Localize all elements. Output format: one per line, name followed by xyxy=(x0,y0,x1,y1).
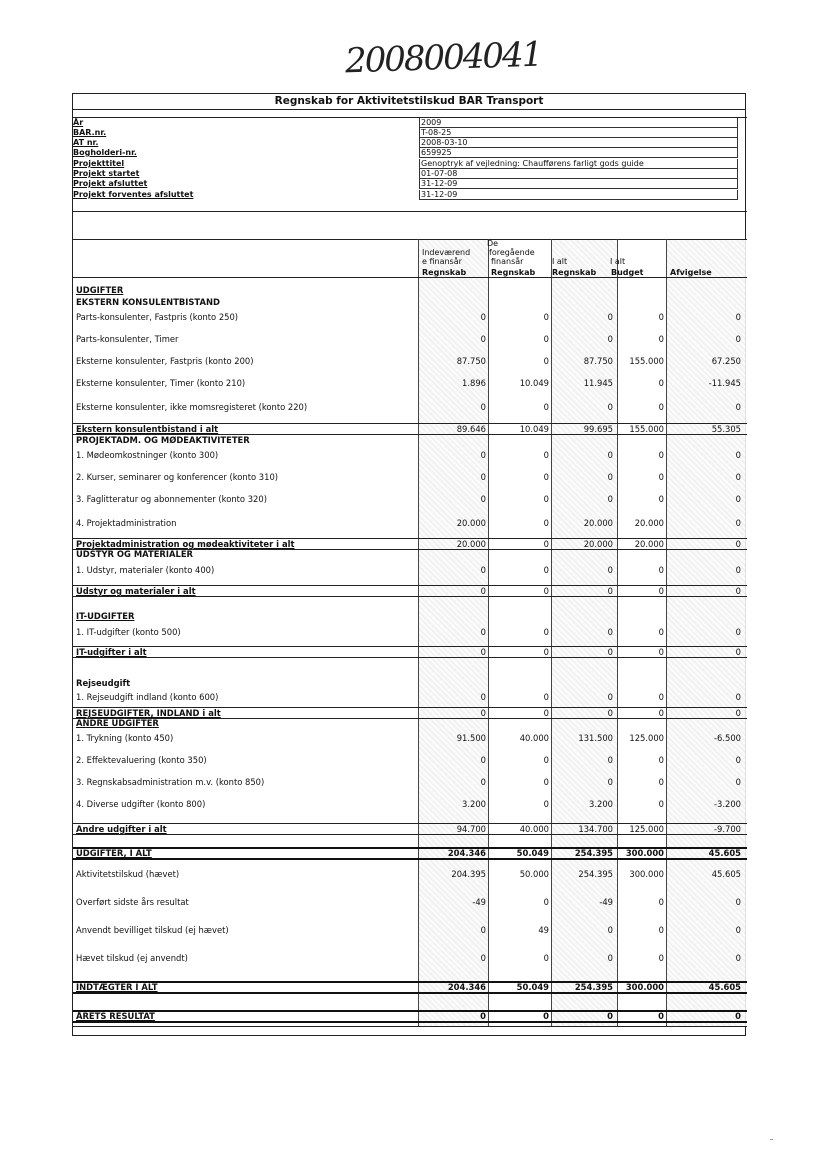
row-value-col4: 0 xyxy=(658,312,664,322)
row-value-col2: 40.000 xyxy=(519,733,549,743)
row-label: UDGIFTER xyxy=(76,285,124,295)
row-value-col3: 0 xyxy=(607,450,613,460)
row-value-col5: 0 xyxy=(735,777,741,787)
row-value-col2: 0 xyxy=(543,897,549,907)
table-row xyxy=(73,489,747,511)
row-value-col5: 0 xyxy=(735,925,741,935)
row-label: Projektadministration og mødeaktiviteter i alt xyxy=(76,539,295,549)
row-value-col4: 0 xyxy=(658,708,664,718)
row-value-col5: 0 xyxy=(735,539,741,549)
row-value-col5: 0 xyxy=(735,565,741,575)
handwritten-document-number: 2008004041 xyxy=(344,34,542,82)
row-value-col2: 50.049 xyxy=(516,848,549,858)
row-value-col4: 300.000 xyxy=(629,869,664,879)
table-row xyxy=(73,892,747,914)
row-value-col2: 50.049 xyxy=(516,982,549,992)
row-value-col4: 0 xyxy=(658,378,664,388)
row-value-col4: 20.000 xyxy=(634,539,664,549)
row-separator xyxy=(73,1021,747,1023)
row-label: Eksterne konsulenter, Timer (konto 210) xyxy=(76,378,246,388)
row-label: 3. Faglitteratur og abonnementer (konto 320) xyxy=(76,494,267,504)
row-separator xyxy=(73,423,747,424)
info-value-cell xyxy=(419,190,738,200)
info-top-line xyxy=(73,117,747,118)
row-value-col2: 0 xyxy=(543,402,549,412)
row-value-col2: 0 xyxy=(543,334,549,344)
table-row xyxy=(73,424,747,434)
row-value-col1: 1.896 xyxy=(462,378,486,388)
row-value-col4: 0 xyxy=(658,777,664,787)
row-value-col4: 300.000 xyxy=(625,982,664,992)
table-row xyxy=(73,718,747,728)
row-value-col1: 94.700 xyxy=(456,824,486,834)
row-value-col4: 0 xyxy=(658,692,664,702)
row-label: Eksterne konsulenter, Fastpris (konto 200) xyxy=(76,356,254,366)
row-value-col2: 49 xyxy=(538,925,549,935)
col2-header-top2: foregående xyxy=(489,248,535,257)
row-separator xyxy=(73,823,747,824)
info-value: 659925 xyxy=(421,148,452,157)
row-separator xyxy=(73,992,747,994)
row-value-col4: 0 xyxy=(658,565,664,575)
row-value-col4: 0 xyxy=(658,627,664,637)
row-label: EKSTERN KONSULENTBISTAND xyxy=(76,297,220,307)
info-value: 2008-03-10 xyxy=(421,138,468,147)
table-row xyxy=(73,824,747,834)
row-value-col5: -11.945 xyxy=(708,378,741,388)
info-value-cell xyxy=(419,118,738,128)
row-value-col2: 0 xyxy=(543,953,549,963)
table-row xyxy=(73,647,747,657)
table-row xyxy=(73,329,747,351)
row-value-col2: 0 xyxy=(543,539,549,549)
row-separator xyxy=(73,718,747,719)
row-value-col3: 20.000 xyxy=(583,539,613,549)
row-value-col1: 20.000 xyxy=(456,518,486,528)
col1-header: Regnskab xyxy=(422,268,467,277)
row-label: INDTÆGTER I ALT xyxy=(76,982,158,992)
row-label: 1. Mødeomkostninger (konto 300) xyxy=(76,450,219,460)
row-value-col2: 0 xyxy=(543,1011,549,1021)
row-label: Andre udgifter i alt xyxy=(76,824,167,834)
row-value-col3: 0 xyxy=(607,692,613,702)
row-value-col4: 300.000 xyxy=(625,848,664,858)
row-value-col3: 0 xyxy=(607,755,613,765)
table-row xyxy=(73,539,747,549)
row-label: 4. Diverse udgifter (konto 800) xyxy=(76,799,206,809)
table-row xyxy=(73,511,747,537)
row-label: Udstyr og materialer i alt xyxy=(76,586,196,596)
row-value-col4: 0 xyxy=(658,925,664,935)
row-value-col3: 254.395 xyxy=(578,869,613,879)
row-value-col2: 0 xyxy=(543,799,549,809)
info-label: Projekt forventes afsluttet xyxy=(73,190,194,199)
row-label: UDSTYR OG MATERIALER xyxy=(76,549,193,559)
row-label: UDGIFTER, I ALT xyxy=(76,848,152,858)
row-label: 3. Regnskabsadministration m.v. (konto 850) xyxy=(76,777,265,787)
row-value-col5: 0 xyxy=(735,627,741,637)
table-row xyxy=(73,445,747,467)
row-value-col2: 0 xyxy=(543,708,549,718)
row-value-col3: 0 xyxy=(607,565,613,575)
row-value-col1: 0 xyxy=(480,450,486,460)
table-row xyxy=(73,559,747,583)
row-value-col2: 0 xyxy=(543,777,549,787)
info-value: Genoptryk af vejledning: Chaufførens farligt gods guide xyxy=(421,159,644,168)
row-value-col5: 0 xyxy=(735,472,741,482)
table-row xyxy=(73,848,747,858)
row-value-col5: 0 xyxy=(735,755,741,765)
table-row xyxy=(73,586,747,596)
row-value-col1: -49 xyxy=(472,897,486,907)
row-value-col5: 0 xyxy=(735,1011,741,1021)
row-value-col1: 0 xyxy=(480,494,486,504)
row-value-col3: -49 xyxy=(599,897,613,907)
row-separator xyxy=(73,657,747,658)
row-value-col1: 87.750 xyxy=(456,356,486,366)
row-label: Hævet tilskud (ej anvendt) xyxy=(76,953,188,963)
table-row xyxy=(73,750,747,772)
row-value-col4: 0 xyxy=(658,450,664,460)
row-value-col1: 0 xyxy=(480,334,486,344)
row-value-col4: 0 xyxy=(658,334,664,344)
row-separator xyxy=(73,847,747,849)
row-value-col1: 0 xyxy=(480,1011,486,1021)
col4-header: Budget xyxy=(611,268,644,277)
row-value-col5: -3.200 xyxy=(714,799,741,809)
row-value-col4: 0 xyxy=(658,494,664,504)
row-value-col2: 0 xyxy=(543,450,549,460)
row-value-col2: 40.000 xyxy=(519,824,549,834)
info-label: AT nr. xyxy=(73,138,99,147)
row-value-col2: 10.049 xyxy=(519,424,549,434)
row-value-col5: 45.605 xyxy=(708,848,741,858)
row-value-col2: 0 xyxy=(543,692,549,702)
col3-header: Regnskab xyxy=(552,268,597,277)
row-value-col4: 125.000 xyxy=(629,733,664,743)
row-label: IT-udgifter i alt xyxy=(76,647,147,657)
row-value-col4: 0 xyxy=(658,799,664,809)
row-value-col2: 0 xyxy=(543,312,549,322)
row-separator xyxy=(73,707,747,708)
row-value-col3: 87.750 xyxy=(583,356,613,366)
row-value-col3: 0 xyxy=(607,586,613,596)
row-value-col3: 0 xyxy=(607,402,613,412)
row-value-col4: 155.000 xyxy=(629,424,664,434)
row-value-col1: 0 xyxy=(480,692,486,702)
row-separator xyxy=(73,596,747,597)
row-value-col2: 0 xyxy=(543,755,549,765)
row-label: 1. Udstyr, materialer (konto 400) xyxy=(76,565,215,575)
row-value-col5: 0 xyxy=(735,402,741,412)
row-value-col5: 0 xyxy=(735,312,741,322)
row-value-col5: 0 xyxy=(735,692,741,702)
table-row xyxy=(73,611,747,621)
row-value-col4: 155.000 xyxy=(629,356,664,366)
row-label: 1. Trykning (konto 450) xyxy=(76,733,174,743)
row-value-col4: 0 xyxy=(658,647,664,657)
row-value-col1: 0 xyxy=(480,586,486,596)
table-row xyxy=(73,435,747,445)
row-value-col5: 0 xyxy=(735,897,741,907)
row-value-col5: 67.250 xyxy=(711,356,741,366)
row-label: Rejseudgift xyxy=(76,678,131,688)
table-row xyxy=(73,351,747,373)
row-value-col1: 0 xyxy=(480,472,486,482)
row-label: Overført sidste års resultat xyxy=(76,897,189,907)
row-label: Anvendt bevilliget tilskud (ej hævet) xyxy=(76,925,229,935)
row-separator xyxy=(73,549,747,550)
col2-header-top: De xyxy=(487,239,499,248)
col3-header-mid: I alt xyxy=(552,257,568,266)
info-value: 2009 xyxy=(421,118,442,127)
table-row xyxy=(73,864,747,886)
row-separator xyxy=(73,1010,747,1012)
info-row xyxy=(73,179,738,189)
table-title: Regnskab for Aktivitetstilskud BAR Transport xyxy=(73,94,745,110)
row-value-col1: 0 xyxy=(480,755,486,765)
row-separator xyxy=(73,858,747,860)
row-label: 1. IT-udgifter (konto 500) xyxy=(76,627,181,637)
row-value-col3: 3.200 xyxy=(589,799,613,809)
info-value: 31-12-09 xyxy=(421,179,458,188)
row-value-col4: 125.000 xyxy=(629,824,664,834)
row-value-col1: 0 xyxy=(480,627,486,637)
col4-header-mid: I alt xyxy=(610,257,626,266)
col2-header: Regnskab xyxy=(491,268,536,277)
row-value-col4: 0 xyxy=(658,402,664,412)
info-label: Projekttitel xyxy=(73,159,125,168)
row-value-col1: 204.395 xyxy=(451,869,486,879)
row-value-col3: 0 xyxy=(607,1011,613,1021)
row-value-col3: 0 xyxy=(607,953,613,963)
row-label: Ekstern konsulentbistand i alt xyxy=(76,424,219,434)
row-label: ÅRETS RESULTAT xyxy=(76,1011,155,1021)
row-value-col5: 55.305 xyxy=(711,424,741,434)
info-value: T-08-25 xyxy=(421,128,452,137)
info-row xyxy=(73,190,738,200)
row-value-col1: 0 xyxy=(480,925,486,935)
row-value-col2: 50.000 xyxy=(519,869,549,879)
row-value-col2: 0 xyxy=(543,518,549,528)
row-value-col3: 0 xyxy=(607,708,613,718)
info-value-cell xyxy=(419,169,738,179)
table-row xyxy=(73,692,747,704)
row-value-col5: 0 xyxy=(735,518,741,528)
row-label: 2. Effektevaluering (konto 350) xyxy=(76,755,207,765)
col5-header: Afvigelse xyxy=(670,268,712,277)
row-value-col3: 0 xyxy=(607,312,613,322)
table-row xyxy=(73,794,747,816)
row-value-col4: 20.000 xyxy=(634,518,664,528)
scan-speck xyxy=(770,1139,773,1140)
row-value-col5: 0 xyxy=(735,953,741,963)
info-row xyxy=(73,138,738,148)
row-value-col4: 0 xyxy=(658,586,664,596)
info-value-cell xyxy=(419,148,738,158)
table-row xyxy=(73,297,747,307)
row-value-col3: 0 xyxy=(607,627,613,637)
row-label: Eksterne konsulenter, ikke momsregisteret (konto 220) xyxy=(76,402,308,412)
row-value-col2: 0 xyxy=(543,472,549,482)
row-label: REJSEUDGIFTER, INDLAND i alt xyxy=(76,708,221,718)
row-label: 2. Kurser, seminarer og konferencer (konto 310) xyxy=(76,472,279,482)
info-label: Projekt afsluttet xyxy=(73,179,148,188)
row-value-col3: 0 xyxy=(607,472,613,482)
row-value-col1: 0 xyxy=(480,565,486,575)
info-label: BAR.nr. xyxy=(73,128,107,137)
row-label: Parts-konsulenter, Timer xyxy=(76,334,179,344)
col1-header-mid: e finansår xyxy=(422,257,462,266)
row-value-col1: 0 xyxy=(480,402,486,412)
table-row xyxy=(73,395,747,421)
info-row xyxy=(73,159,738,169)
table-row xyxy=(73,708,747,718)
table-row xyxy=(73,678,747,688)
info-row xyxy=(73,128,738,138)
row-separator xyxy=(73,538,747,539)
row-value-col1: 3.200 xyxy=(462,799,486,809)
row-value-col5: 0 xyxy=(735,334,741,344)
info-value: 01-07-08 xyxy=(421,169,458,178)
info-row xyxy=(73,148,738,158)
row-separator xyxy=(73,834,747,835)
table-row xyxy=(73,467,747,489)
row-value-col4: 0 xyxy=(658,755,664,765)
row-separator xyxy=(73,434,747,435)
row-value-col1: 204.346 xyxy=(447,982,486,992)
table-row xyxy=(73,772,747,794)
row-value-col3: 11.945 xyxy=(583,378,613,388)
row-value-col4: 0 xyxy=(658,1011,664,1021)
row-label: PROJEKTADM. OG MØDEAKTIVITETER xyxy=(76,435,250,445)
row-value-col2: 10.049 xyxy=(519,378,549,388)
row-value-col5: -9.700 xyxy=(714,824,741,834)
accounting-table xyxy=(72,93,746,1036)
table-row xyxy=(73,1011,747,1021)
table-row xyxy=(73,982,747,992)
row-separator xyxy=(73,981,747,983)
table-row xyxy=(73,307,747,329)
table-row xyxy=(73,728,747,750)
info-label: Projekt startet xyxy=(73,169,140,178)
row-value-col2: 0 xyxy=(543,647,549,657)
row-label: Aktivitetstilskud (hævet) xyxy=(76,869,180,879)
info-row xyxy=(73,169,738,179)
row-value-col3: 134.700 xyxy=(578,824,613,834)
table-row xyxy=(73,621,747,645)
row-separator xyxy=(73,646,747,647)
row-label: ANDRE UDGIFTER xyxy=(76,718,159,728)
row-value-col5: 0 xyxy=(735,708,741,718)
info-value-cell xyxy=(419,179,738,189)
row-value-col1: 0 xyxy=(480,647,486,657)
row-value-col2: 0 xyxy=(543,627,549,637)
table-row xyxy=(73,549,747,559)
row-value-col5: 0 xyxy=(735,450,741,460)
row-value-col3: 0 xyxy=(607,777,613,787)
row-value-col2: 0 xyxy=(543,565,549,575)
table-row xyxy=(73,920,747,942)
table-row xyxy=(73,373,747,395)
row-label: Parts-konsulenter, Fastpris (konto 250) xyxy=(76,312,239,322)
info-row xyxy=(73,118,738,128)
row-separator xyxy=(73,585,747,586)
row-value-col1: 0 xyxy=(480,708,486,718)
row-value-col1: 0 xyxy=(480,953,486,963)
row-value-col5: 0 xyxy=(735,494,741,504)
row-value-col2: 0 xyxy=(543,494,549,504)
row-value-col5: 45.605 xyxy=(711,869,741,879)
row-label: IT-UDGIFTER xyxy=(76,611,135,621)
row-label: 4. Projektadministration xyxy=(76,518,177,528)
row-value-col4: 0 xyxy=(658,953,664,963)
row-value-col4: 0 xyxy=(658,897,664,907)
info-label: År xyxy=(73,118,84,127)
row-value-col1: 204.346 xyxy=(447,848,486,858)
row-value-col3: 131.500 xyxy=(578,733,613,743)
row-value-col3: 254.395 xyxy=(574,982,613,992)
info-value: 31-12-09 xyxy=(421,190,458,199)
row-value-col1: 20.000 xyxy=(456,539,486,549)
row-value-col5: 0 xyxy=(735,647,741,657)
info-label: Bogholderi-nr. xyxy=(73,148,137,157)
row-value-col5: -6.500 xyxy=(714,733,741,743)
col1-header-top: Indeværend xyxy=(422,248,471,257)
row-value-col4: 0 xyxy=(658,472,664,482)
row-value-col1: 0 xyxy=(480,777,486,787)
row-value-col3: 20.000 xyxy=(583,518,613,528)
row-value-col3: 0 xyxy=(607,647,613,657)
row-value-col5: 0 xyxy=(735,586,741,596)
row-value-col2: 0 xyxy=(543,356,549,366)
row-value-col3: 0 xyxy=(607,925,613,935)
row-label: 1. Rejseudgift indland (konto 600) xyxy=(76,692,219,702)
row-value-col3: 0 xyxy=(607,334,613,344)
table-row xyxy=(73,948,747,970)
info-value-cell xyxy=(419,128,738,138)
row-value-col5: 45.605 xyxy=(708,982,741,992)
row-value-col1: 0 xyxy=(480,312,486,322)
row-value-col2: 0 xyxy=(543,586,549,596)
table-row xyxy=(73,285,747,295)
row-value-col1: 89.646 xyxy=(456,424,486,434)
row-value-col1: 91.500 xyxy=(456,733,486,743)
row-value-col3: 0 xyxy=(607,494,613,504)
col2-header-mid: finansår xyxy=(491,257,524,266)
row-value-col3: 99.695 xyxy=(583,424,613,434)
row-value-col3: 254.395 xyxy=(574,848,613,858)
